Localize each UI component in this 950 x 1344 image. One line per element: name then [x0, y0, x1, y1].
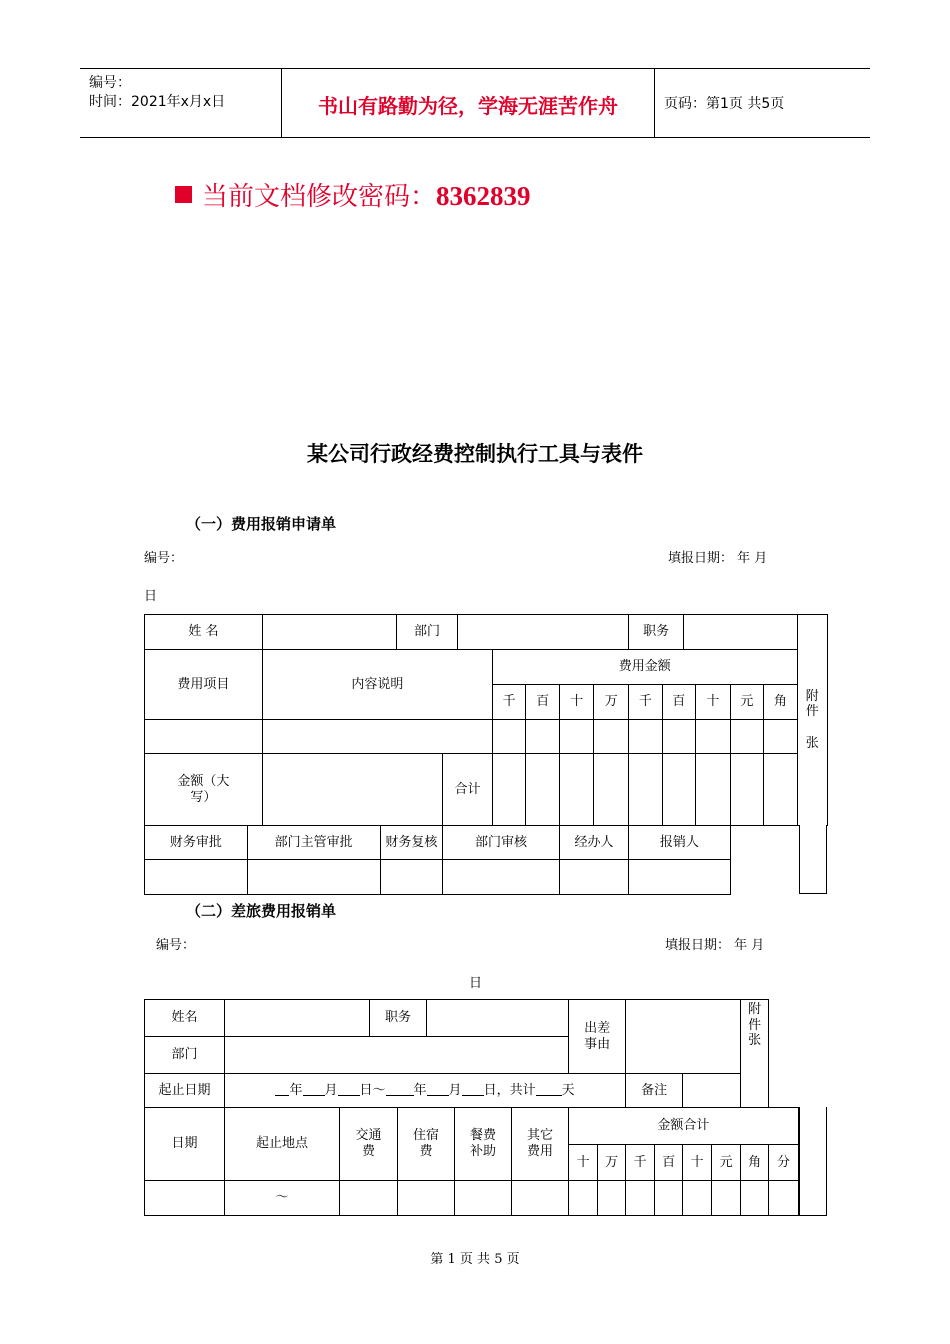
form2-header-line: 其它 — [527, 1128, 554, 1144]
form2-reason-label — [569, 1000, 626, 1074]
form1-name-field[interactable] — [262, 615, 396, 650]
form2-digit-header: 千 — [626, 1145, 655, 1181]
form1-amount-cn-label — [145, 754, 263, 826]
form1-total-digit[interactable] — [662, 754, 696, 826]
form2-digit-header: 十 — [683, 1145, 712, 1181]
form2-digit-cell[interactable] — [569, 1181, 598, 1216]
form1-signer-field[interactable] — [145, 860, 248, 895]
form2-traffic-header — [340, 1108, 398, 1181]
form1-digit-header: 千 — [492, 685, 525, 720]
form1-signer-label: 部门主管审批 — [247, 826, 380, 860]
form2-remark-field[interactable] — [683, 1074, 741, 1108]
form1-amount-cn-line: 金额（大 — [177, 773, 230, 789]
form2-header-line: 住宿 — [413, 1128, 440, 1144]
form2-digit-cell[interactable] — [712, 1181, 741, 1216]
form2-attach-char: 件 — [748, 1017, 762, 1033]
form2-period-part: 年 — [289, 1082, 303, 1098]
form1-attachment-extension — [799, 825, 827, 894]
form1-amount-cn-line: 写） — [190, 789, 217, 805]
form2-position-label: 职务 — [370, 1000, 427, 1037]
form1-signer-field[interactable] — [559, 860, 628, 895]
form1-digit-header: 百 — [662, 685, 696, 720]
form1-item-field[interactable] — [145, 720, 263, 754]
form2-period-label: 起止日期 — [145, 1074, 225, 1108]
form2-serial: 编号： — [156, 938, 196, 953]
page-footer: 第 1 页 共 5 页 — [430, 1252, 520, 1267]
form2-digit-header: 十 — [569, 1145, 598, 1181]
form1-digit-cell[interactable] — [559, 720, 594, 754]
form2-day: 日 — [469, 976, 483, 991]
form2-attachment-extension — [799, 1107, 827, 1216]
form2-lodging-field[interactable] — [398, 1181, 455, 1216]
form1-attach-char: 件 — [805, 704, 819, 720]
form2-position-field[interactable] — [427, 1000, 569, 1037]
form1-signer-field[interactable] — [443, 860, 560, 895]
form1-total-digit[interactable] — [526, 754, 559, 826]
form2-name-field[interactable] — [225, 1000, 370, 1037]
form1-date: 填报日期： 年 月 — [668, 551, 768, 566]
form2-remark-label: 备注 — [626, 1074, 683, 1108]
form2-header-line: 补助 — [470, 1144, 497, 1159]
form2-lodging-header — [398, 1108, 455, 1181]
form2-period-part: 月 — [448, 1082, 462, 1098]
form1-digit-cell[interactable] — [594, 720, 629, 754]
form1-position-field[interactable] — [684, 615, 797, 650]
form2-date: 填报日期： 年 月 — [665, 938, 765, 953]
form1-digit-cell[interactable] — [730, 720, 763, 754]
header-left-cell — [80, 69, 282, 137]
form2-attach-char: 张 — [748, 1033, 762, 1049]
form2-period-part: 日～ — [359, 1082, 386, 1098]
form1-total-digit[interactable] — [764, 754, 797, 826]
form2-other-field[interactable] — [512, 1181, 569, 1216]
form2-meal-field[interactable] — [455, 1181, 512, 1216]
password-notice — [175, 176, 531, 213]
form1-amount-cn-field[interactable] — [262, 754, 442, 826]
form1-attach-char: 附 — [805, 688, 819, 704]
form2-digit-cell[interactable] — [655, 1181, 683, 1216]
form1-desc-header: 内容说明 — [262, 650, 492, 720]
password-label: 当前文档修改密码： — [202, 182, 437, 212]
form2-header-line: 费 — [419, 1144, 433, 1159]
form2-dept-label: 部门 — [145, 1037, 225, 1074]
form2-meal-header — [455, 1108, 512, 1181]
form1-total-label: 合计 — [443, 754, 493, 826]
form2-date-header: 日期 — [145, 1108, 225, 1181]
form2-period-part: 日，共计 — [483, 1082, 536, 1098]
form1-digit-header: 百 — [526, 685, 559, 720]
form2-digit-header: 元 — [712, 1145, 741, 1181]
header-page-info: 页码：第1页 共5页 — [664, 96, 785, 112]
form2-digit-cell[interactable] — [683, 1181, 712, 1216]
form2-digit-header: 百 — [655, 1145, 683, 1181]
form2-digit-cell[interactable] — [769, 1181, 799, 1216]
form2-dept-field[interactable] — [225, 1037, 569, 1074]
form2-reason-line: 事由 — [584, 1036, 611, 1052]
form1-digit-cell[interactable] — [662, 720, 696, 754]
form1-total-digit[interactable] — [594, 754, 629, 826]
form2-total-header: 金额合计 — [569, 1108, 799, 1145]
form1-signer-field[interactable] — [380, 860, 443, 895]
form1-digit-header: 十 — [559, 685, 594, 720]
form2-place-field[interactable]: ～ — [225, 1181, 340, 1216]
form2-digit-cell[interactable] — [598, 1181, 626, 1216]
form2-header-line: 餐费 — [470, 1128, 497, 1144]
document-title: 某公司行政经费控制执行工具与表件 — [307, 441, 643, 466]
form1-amount-header: 费用金额 — [492, 650, 797, 685]
form2-period-part: 年 — [413, 1082, 427, 1098]
form2-reason-line: 出差 — [584, 1020, 611, 1036]
form1-dept-field[interactable] — [458, 615, 629, 650]
form2-digit-cell[interactable] — [741, 1181, 769, 1216]
form1-total-digit[interactable] — [559, 754, 594, 826]
form1-dept-label: 部门 — [396, 615, 458, 650]
form1-digit-cell[interactable] — [526, 720, 559, 754]
form1-digit-header: 千 — [629, 685, 662, 720]
form1-item-header: 费用项目 — [145, 650, 263, 720]
form1-digit-cell[interactable] — [696, 720, 731, 754]
form1-signer-label: 部门审核 — [443, 826, 560, 860]
form1-desc-field[interactable] — [262, 720, 492, 754]
form2-period-part: 天 — [561, 1082, 575, 1098]
form1-signer-label: 报销人 — [629, 826, 731, 860]
form1-total-digit[interactable] — [629, 754, 662, 826]
form2-header-line: 费用 — [527, 1144, 554, 1159]
form2-digit-header: 万 — [598, 1145, 626, 1181]
form1-digit-cell[interactable] — [629, 720, 662, 754]
form2-period-field[interactable] — [225, 1074, 626, 1108]
form2-period-part: 月 — [324, 1082, 338, 1098]
form2-reason-field[interactable] — [626, 1000, 741, 1074]
form1-signer-label: 财务复核 — [380, 826, 443, 860]
form1-signer-label: 经办人 — [559, 826, 628, 860]
form2-place-header: 起止地点 — [225, 1108, 340, 1181]
form1-digit-header: 十 — [696, 685, 731, 720]
square-bullet-icon — [175, 186, 192, 203]
form1-attach-char: 张 — [805, 735, 819, 751]
header-time: 时间：2021年x月x日 — [89, 94, 226, 110]
header-serial: 编号： — [89, 75, 131, 91]
form1-position-label: 职务 — [629, 615, 684, 650]
form1-total-digit[interactable] — [492, 754, 525, 826]
form1-digit-cell[interactable] — [764, 720, 797, 754]
form2-digit-header: 角 — [741, 1145, 769, 1181]
form1-digit-header: 角 — [764, 685, 797, 720]
form2-header-line: 费 — [361, 1144, 375, 1159]
header-motto: 书山有路勤为径，学海无涯苦作舟 — [318, 94, 618, 118]
form1-total-digit[interactable] — [730, 754, 763, 826]
form2-attachment-cell — [741, 1000, 769, 1108]
form1-digit-header: 元 — [730, 685, 763, 720]
form2-traffic-field[interactable] — [340, 1181, 398, 1216]
page-header — [80, 68, 870, 138]
form2-digit-header: 分 — [769, 1145, 799, 1181]
form2-digit-cell[interactable] — [626, 1181, 655, 1216]
form2-attach-char: 附 — [748, 1002, 762, 1017]
form1-title: （一）费用报销申请单 — [186, 515, 337, 533]
form1-signer-label: 财务审批 — [145, 826, 248, 860]
form2-name-label: 姓名 — [145, 1000, 225, 1037]
form1-signer-field[interactable] — [247, 860, 380, 895]
header-right-cell — [655, 69, 870, 137]
form1-attachment-cell — [797, 615, 827, 826]
form2-other-header — [512, 1108, 569, 1181]
form1-digit-header: 万 — [594, 685, 629, 720]
form1-signer-field[interactable] — [629, 860, 731, 895]
form2-date-field[interactable] — [145, 1181, 225, 1216]
expense-claim-table — [144, 614, 828, 895]
form1-digit-cell[interactable] — [492, 720, 525, 754]
form1-name-label: 姓 名 — [145, 615, 263, 650]
form2-title: （二）差旅费用报销单 — [186, 902, 337, 920]
form1-total-digit[interactable] — [696, 754, 731, 826]
form2-header-line: 交通 — [355, 1128, 382, 1144]
form1-day: 日 — [144, 589, 158, 604]
password-code: 8362839 — [436, 181, 531, 211]
header-middle-cell — [282, 69, 655, 137]
travel-expense-table — [144, 999, 828, 1216]
form1-serial: 编号： — [144, 551, 184, 566]
